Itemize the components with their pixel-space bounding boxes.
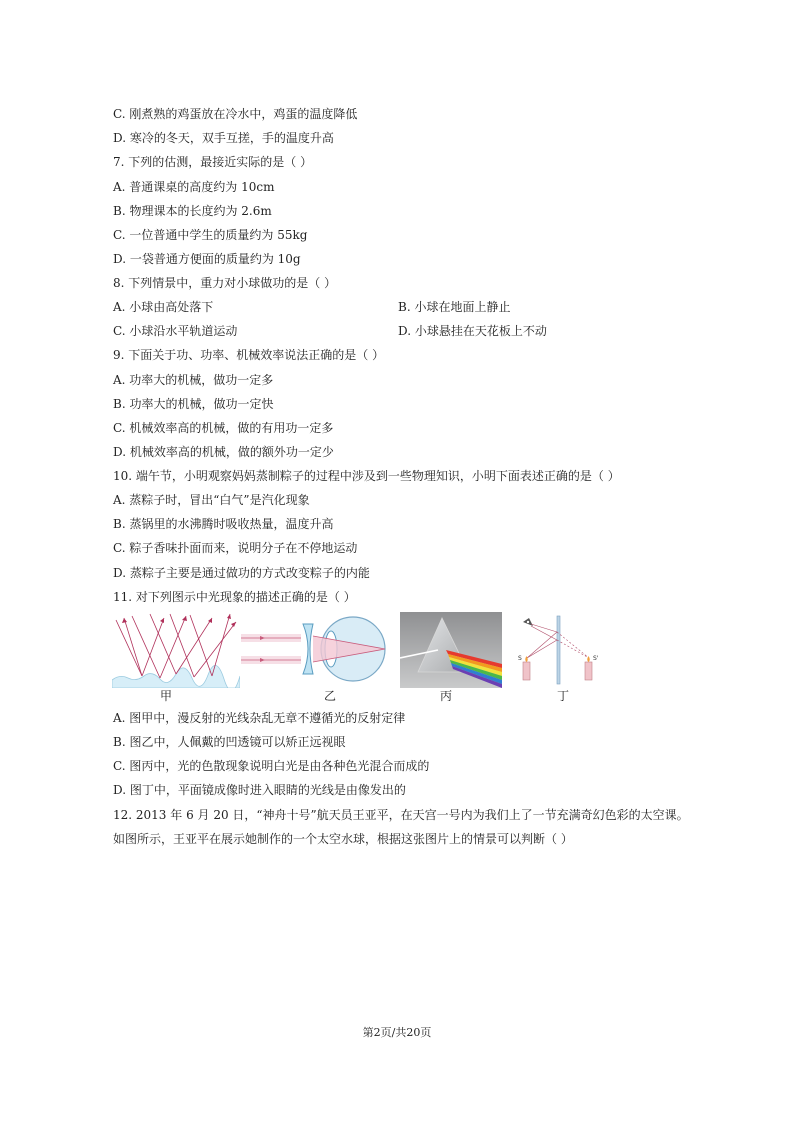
question-7: 7. 下列的估测，最接近实际的是（ ） [113,155,313,169]
option-a7: A. 普通课桌的高度约为 10cm [113,180,275,194]
prism-dispersion-figure [400,612,502,688]
option-c10: C. 粽子香味扑面而来，说明分子在不停地运动 [113,541,358,555]
question-12-line-1: 12. 2013 年 6 月 20 日，“神舟十号”航天员王亚平，在天宫一号内为我们上了一节充满奇幻色彩的太空课。 [113,808,689,822]
option-d7: D. 一袋普通方便面的质量约为 10g [113,252,301,266]
option-c7: C. 一位普通中学生的质量约为 55kg [113,228,308,242]
figure-label-bing: 丙 [440,689,453,703]
question-11: 11. 对下列图示中光现象的描述正确的是（ ） [113,590,356,604]
option-a9: A. 功率大的机械，做功一定多 [113,373,274,387]
option-c8: C. 小球沿水平轨道运动 [113,324,238,338]
option-c11: C. 图丙中，光的色散现象说明白光是由各种色光混合而成的 [113,759,430,773]
option-a10: A. 蒸粽子时，冒出“白气”是汽化现象 [113,493,310,507]
option-a8: A. 小球由高处落下 [113,300,214,314]
option-b8: B. 小球在地面上静止 [398,300,511,314]
option-c9: C. 机械效率高的机械，做的有用功一定多 [113,421,334,435]
figure-label-jia: 甲 [160,689,173,703]
option-c6: C. 刚煮熟的鸡蛋放在冷水中，鸡蛋的温度降低 [113,107,358,121]
page-footer: 第2页/共20页 [362,1026,432,1039]
question-8: 8. 下列情景中，重力对小球做功的是（ ） [113,276,337,290]
question-11-figures [112,612,612,704]
option-b9: B. 功率大的机械，做功一定快 [113,397,274,411]
figure-ding-image-label: S' [593,655,599,662]
figure-label-yi: 乙 [324,689,337,703]
eye-concave-lens-figure [241,612,389,688]
option-d10: D. 蒸粽子主要是通过做功的方式改变粽子的内能 [113,566,370,580]
figure-ding-source-label: S [518,655,522,662]
diffuse-reflection-figure [112,612,240,688]
option-d11: D. 图丁中，平面镜成像时进入眼睛的光线是由像发出的 [113,783,406,797]
option-a11: A. 图甲中，漫反射的光线杂乱无章不遵循光的反射定律 [113,711,406,725]
option-d8: D. 小球悬挂在天花板上不动 [398,324,547,338]
question-12-line-2: 如图所示，王亚平在展示她制作的一个太空水球，根据这张图片上的情景可以判断（ ） [113,832,573,846]
figure-label-ding: 丁 [557,689,570,703]
plane-mirror-figure [517,612,601,688]
option-d9: D. 机械效率高的机械，做的额外功一定少 [113,445,334,459]
option-b10: B. 蒸锅里的水沸腾时吸收热量，温度升高 [113,517,334,531]
question-10: 10. 端午节，小明观察妈妈蒸制粽子的过程中涉及到一些物理知识，小明下面表述正确的是（ ） [113,469,620,483]
option-d6: D. 寒冷的冬天，双手互搓，手的温度升高 [113,131,334,145]
option-b7: B. 物理课本的长度约为 2.6m [113,204,272,218]
question-9: 9. 下面关于功、功率、机械效率说法正确的是（ ） [113,348,385,362]
option-b11: B. 图乙中，人佩戴的凹透镜可以矫正远视眼 [113,735,346,749]
